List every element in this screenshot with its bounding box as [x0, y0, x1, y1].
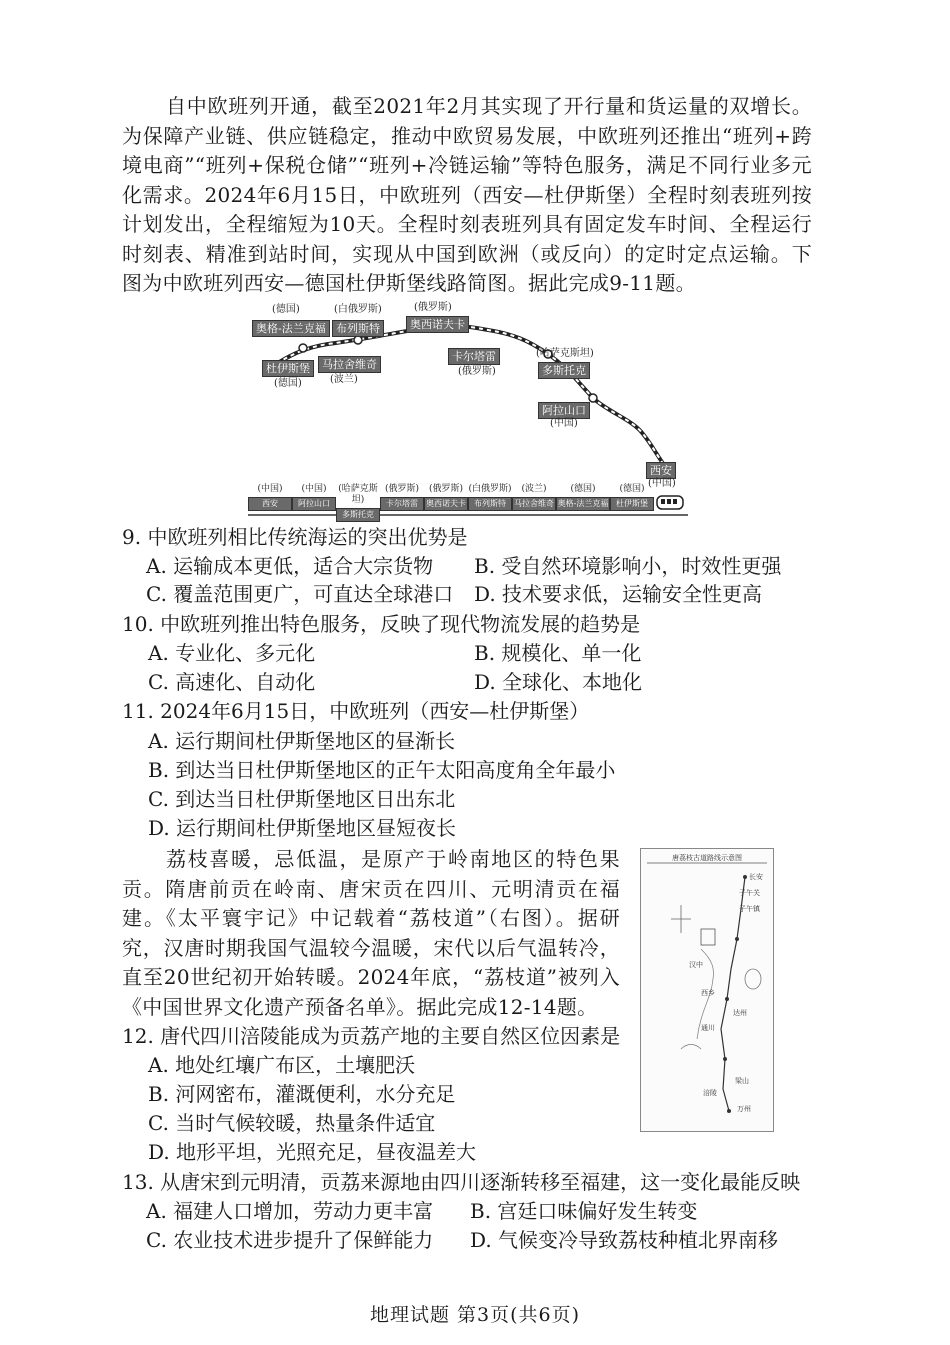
- question-12-option-a[interactable]: A. 地处红壤广布区，土壤肥沃: [148, 1053, 416, 1077]
- question-11-option-a[interactable]: A. 运行期间杜伊斯堡地区的昼渐长: [148, 729, 456, 753]
- country-label: (白俄罗斯): [334, 304, 382, 315]
- question-13-option-d[interactable]: D. 气候变冷导致荔枝种植北界南移: [470, 1228, 779, 1252]
- strip-station: (中国) 西安: [248, 484, 292, 511]
- question-9-option-b[interactable]: B. 受自然环境影响小，时效性更强: [474, 554, 782, 578]
- city-label: 多斯托克: [538, 362, 590, 379]
- figure-title: 唐荔枝古道路线示意图: [672, 854, 742, 862]
- route-label: 梁山: [735, 1077, 749, 1085]
- question-12-option-b[interactable]: B. 河网密布，灌溉便利，水分充足: [148, 1082, 456, 1106]
- route-label: 长安: [749, 873, 763, 881]
- city-label: 奥格-法兰克福: [252, 320, 330, 337]
- route-label: 通川: [701, 1024, 715, 1032]
- question-13-option-b[interactable]: B. 宫廷口味偏好发生转变: [470, 1199, 698, 1223]
- route-label: 涪陵: [703, 1089, 717, 1097]
- route-label: 西乡: [701, 989, 715, 997]
- question-10-stem: 10. 中欧班列推出特色服务，反映了现代物流发展的趋势是: [122, 612, 641, 636]
- country-label: (俄罗斯): [458, 366, 496, 377]
- city-label: 阿拉山口: [538, 402, 590, 419]
- strip-station: (德国) 奥格-法兰克福: [556, 484, 610, 511]
- question-10-option-a[interactable]: A. 专业化、多元化: [148, 641, 316, 665]
- question-10-option-d[interactable]: D. 全球化、本地化: [474, 670, 643, 694]
- question-11-option-d[interactable]: D. 运行期间杜伊斯堡地区昼短夜长: [148, 816, 457, 840]
- train-icon: [656, 494, 686, 512]
- station-strip: [248, 484, 688, 519]
- question-12-option-c[interactable]: C. 当时气候较暖，热量条件适宜: [148, 1111, 436, 1135]
- country-label: (哈萨克斯坦): [536, 348, 594, 359]
- intro-paragraph-2: 荔枝喜暖，忌低温，是原产于岭南地区的特色果贡。隋唐前贡在岭南、唐宋贡在四川、元明清贡在福建。《太平寰宇记》中记载着“荔枝道”（右图）。据研究，汉唐时期我国气温较今温暖，宋代以后气温转冷，直至20世纪初开始转暖。2024年底，“荔枝道”被列入《中国世界文化遗产预备名单》。据此完成12-14题。: [122, 847, 620, 1019]
- railway-route-map: [248, 298, 688, 518]
- strip-station: (俄罗斯) 奥西诺夫卡: [424, 484, 468, 511]
- route-label: 汉中: [689, 961, 703, 969]
- city-label: 卡尔塔雷: [448, 348, 500, 365]
- country-label: (俄罗斯): [414, 302, 452, 313]
- country-label: (德国): [274, 378, 302, 389]
- strip-station: (哈萨克斯坦) 多斯托克: [336, 484, 380, 522]
- country-label: (波兰): [330, 374, 358, 385]
- route-label: 万州: [737, 1105, 751, 1113]
- question-9-option-c[interactable]: C. 覆盖范围更广，可直达全球港口: [146, 582, 454, 606]
- strip-station: (白俄罗斯) 布列斯特: [468, 484, 512, 511]
- city-label: 马拉舍维奇: [318, 356, 381, 373]
- route-label: 子午关: [739, 889, 760, 897]
- question-11-stem: 11. 2024年6月15日，中欧班列（西安—杜伊斯堡）: [122, 699, 590, 723]
- question-13-stem: 13. 从唐宋到元明清，贡荔来源地由四川逐渐转移至福建，这一变化最能反映: [122, 1170, 801, 1194]
- strip-station: (德国) 杜伊斯堡: [610, 484, 654, 511]
- country-label: (德国): [272, 304, 300, 315]
- country-label: (中国): [550, 418, 578, 429]
- question-13-option-a[interactable]: A. 福建人口增加，劳动力更丰富: [146, 1199, 434, 1223]
- question-9-stem: 9. 中欧班列相比传统海运的突出优势是: [122, 525, 468, 549]
- intro-paragraph-1: 自中欧班列开通，截至2021年2月其实现了开行量和货运量的双增长。为保障产业链、供应链稳定，推动中欧贸易发展，中欧班列还推出“班列+跨境电商”“班列+保税仓储”“班列+冷链运输”等特色服务，满足不同行业多元化需求。2024年6月15日，中欧班列（西安—杜伊斯堡）全程时刻表班列按计划发出，全程缩短为10天。全程时刻表班列具有固定发车时间、全程运行时刻表、精准到站时间，实现从中国到欧洲（或反向）的定时定点运输。下图为中欧班列西安—德国杜伊斯堡线路简图。据此完成9-11题。: [122, 94, 812, 295]
- question-10-option-c[interactable]: C. 高速化、自动化: [148, 670, 316, 694]
- question-11-option-b[interactable]: B. 到达当日杜伊斯堡地区的正午太阳高度角全年最小: [148, 758, 616, 782]
- station-dot: [299, 344, 307, 352]
- question-10-option-b[interactable]: B. 规模化、单一化: [474, 641, 642, 665]
- question-9-option-a[interactable]: A. 运输成本更低，适合大宗货物: [146, 554, 434, 578]
- strip-station: (波兰) 马拉舍维奇: [512, 484, 556, 511]
- city-label: 西安: [646, 462, 676, 479]
- route-label: 子午镇: [739, 905, 760, 913]
- city-label: 杜伊斯堡: [262, 360, 314, 377]
- strip-station: (中国) 阿拉山口: [292, 484, 336, 511]
- lychee-road-map: [640, 848, 774, 1132]
- strip-station: (俄罗斯) 卡尔塔雷: [380, 484, 424, 511]
- question-12-option-d[interactable]: D. 地形平坦，光照充足，昼夜温差大: [148, 1140, 477, 1164]
- station-dot: [589, 394, 597, 402]
- city-label: 布列斯特: [332, 320, 384, 337]
- page-footer: 地理试题 第3页(共6页): [369, 1304, 581, 1326]
- question-11-option-c[interactable]: C. 到达当日杜伊斯堡地区日出东北: [148, 787, 456, 811]
- question-13-option-c[interactable]: C. 农业技术进步提升了保鲜能力: [146, 1228, 434, 1252]
- city-label: 奥西诺夫卡: [406, 316, 469, 333]
- question-12-stem: 12. 唐代四川涪陵能成为贡荔产地的主要自然区位因素是: [122, 1024, 621, 1048]
- route-label: 达州: [733, 1009, 747, 1017]
- question-9-option-d[interactable]: D. 技术要求低，运输安全性更高: [474, 582, 763, 606]
- station-dot: [354, 336, 362, 344]
- country-label: (中国): [648, 478, 676, 489]
